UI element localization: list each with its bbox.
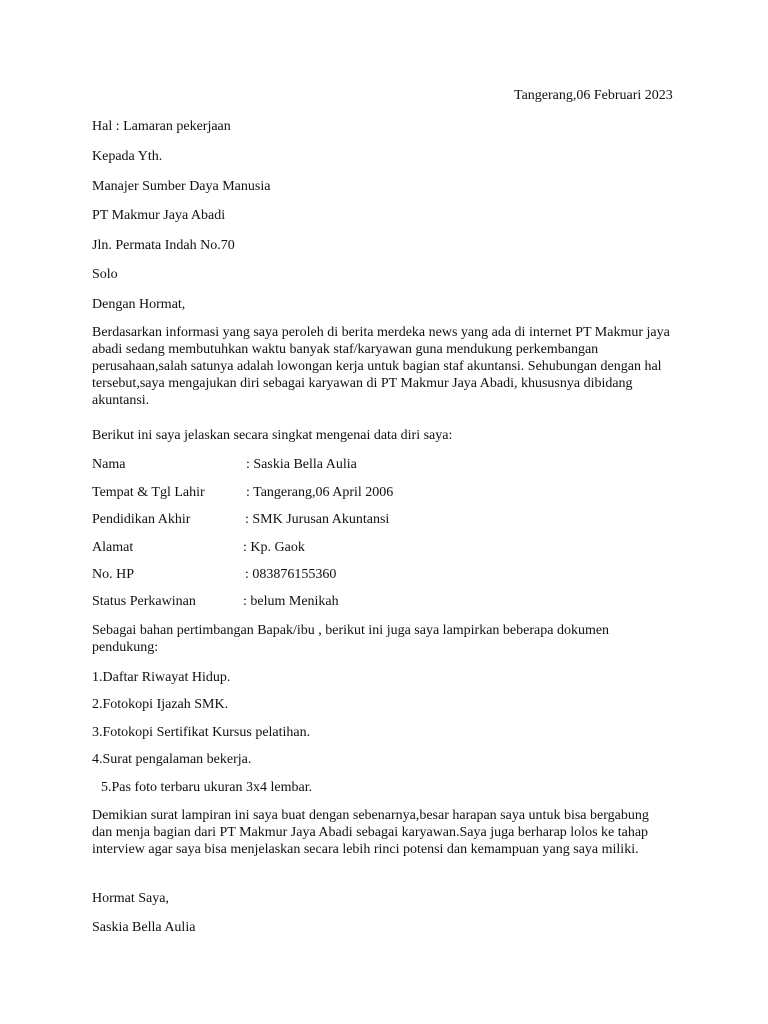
greeting: Dengan Hormat, <box>92 297 186 312</box>
field-label-address: Alamat <box>92 540 134 555</box>
data-intro: Berikut ini saya jelaskan secara singkat mengenai data diri saya: <box>92 428 453 443</box>
attachment-item: 3.Fotokopi Sertifikat Kursus pelatihan. <box>92 725 311 740</box>
field-value-education: : SMK Jurusan Akuntansi <box>245 512 390 527</box>
to-line: Kepada Yth. <box>92 149 163 164</box>
field-label-name: Nama <box>92 457 126 472</box>
field-label-birth: Tempat & Tgl Lahir <box>92 485 205 500</box>
subject-line: Hal : Lamaran pekerjaan <box>92 119 231 134</box>
attachment-item: 4.Surat pengalaman bekerja. <box>92 752 252 767</box>
attachment-item: 2.Fotokopi Ijazah SMK. <box>92 697 229 712</box>
closing-paragraph: Demikian surat lampiran ini saya buat dengan sebenarnya,besar harapan saya untuk bisa bergabung dan menja bagian dari PT Makmur Jaya Abadi sebagai karyawan.Saya juga berharap lolos ke tahap interview agar saya bisa menjelaskan secara lebih rinci potensi dan kemampuan yang saya miliki. <box>92 808 649 857</box>
recipient-title: Manajer Sumber Daya Manusia <box>92 179 271 194</box>
field-label-education: Pendidikan Akhir <box>92 512 191 527</box>
field-value-address: : Kp. Gaok <box>243 540 305 555</box>
field-value-marital: : belum Menikah <box>243 594 339 609</box>
company-address: Jln. Permata Indah No.70 <box>92 238 235 253</box>
field-value-phone: : 083876155360 <box>245 567 337 582</box>
attachment-item: 1.Daftar Riwayat Hidup. <box>92 670 231 685</box>
field-value-birth: : Tangerang,06 April 2006 <box>246 485 394 500</box>
intro-paragraph: Berdasarkan informasi yang saya peroleh di berita merdeka news yang ada di internet PT Makmur jaya abadi sedang membutuhkan waktu banyak staf/karyawan guna mendukung perkembangan perusahaan,salah satunya adalah lowongan kerja untuk bagian staf akuntansi. Sehubungan dengan hal tersebut,saya mengajukan diri sebagai karyawan di PT Makmur Jaya Abadi, khususnya dibidang akuntansi. <box>92 325 670 408</box>
place-date: Tangerang,06 Februari 2023 <box>514 88 673 103</box>
company-name: PT Makmur Jaya Abadi <box>92 208 226 223</box>
attachment-item: 5.Pas foto terbaru ukuran 3x4 lembar. <box>101 780 313 795</box>
sign-off: Hormat Saya, <box>92 891 169 906</box>
attachments-intro: Sebagai bahan pertimbangan Bapak/ibu , berikut ini juga saya lampirkan beberapa dokumen pendukung: <box>92 623 610 655</box>
field-label-phone: No. HP <box>92 567 135 582</box>
signature-name: Saskia Bella Aulia <box>92 920 196 935</box>
company-city: Solo <box>92 267 118 282</box>
field-label-marital: Status Perkawinan <box>92 594 196 609</box>
field-value-name: : Saskia Bella Aulia <box>246 457 357 472</box>
